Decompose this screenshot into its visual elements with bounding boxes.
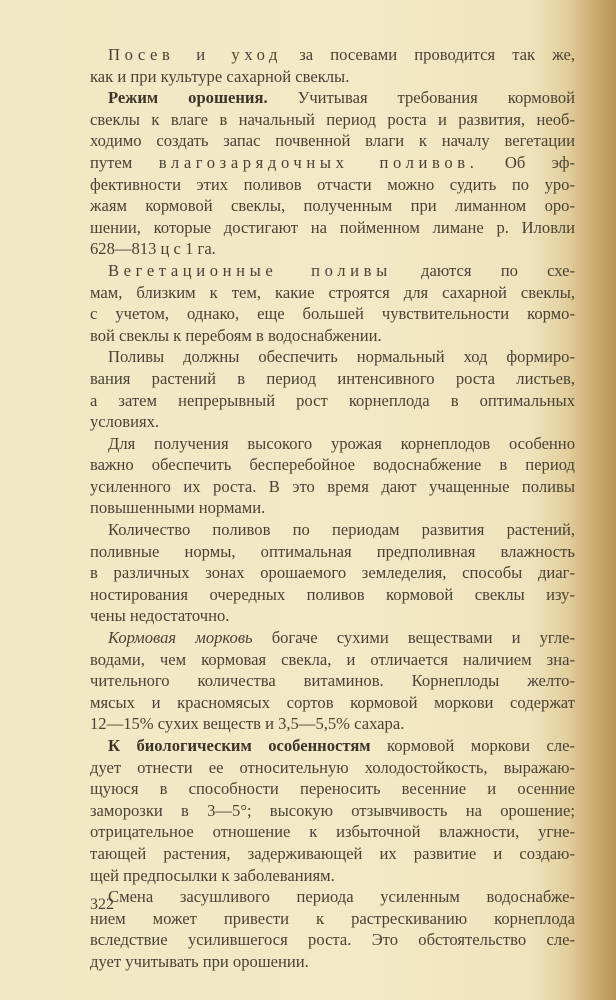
paragraph — [90, 627, 575, 735]
text-run: условиях. — [90, 412, 160, 432]
spaced-run: влагозарядочных поливов. — [158, 152, 479, 172]
text-line — [90, 951, 575, 973]
text-line — [90, 368, 575, 390]
bold-run: Режим орошения. — [108, 88, 268, 108]
italic-run: Кормовая морковь — [108, 628, 253, 648]
text-run: Поливы должны обеспечить нормальный ход формиро- — [108, 347, 575, 367]
text-line — [90, 217, 575, 239]
text-run: ходимо создать запас почвенной влаги к началу вегетации — [90, 131, 575, 151]
text-line — [90, 843, 575, 865]
paragraph — [90, 260, 575, 346]
text-line — [90, 605, 575, 627]
text-run: свеклы к влаге в начальный период роста и развития, необ- — [90, 109, 575, 129]
text-run: мам, близким к тем, какие строятся для сахарной свеклы, — [90, 282, 575, 302]
text-run: Смена засушливого периода усиленным водоснабже- — [108, 887, 575, 907]
text-run: Количество поливов по периодам развития растений, — [108, 520, 575, 540]
text-line — [90, 865, 575, 887]
spaced-run: Вегетационные поливы — [108, 260, 392, 280]
text-line — [90, 109, 575, 131]
text-run: путем — [90, 152, 159, 172]
paragraph — [90, 886, 575, 972]
text-run: как и при культуре сахарной свеклы. — [90, 66, 350, 86]
text-line — [90, 476, 575, 498]
text-line — [90, 519, 575, 541]
text-run: повышенными нормами. — [90, 498, 266, 518]
paragraph — [90, 735, 575, 886]
text-run: даются по схе- — [391, 260, 575, 280]
spaced-run: Посев и уход — [108, 45, 283, 64]
text-line — [90, 130, 575, 152]
text-line — [90, 713, 575, 735]
text-line — [90, 757, 575, 779]
text-line — [90, 929, 575, 951]
text-line — [90, 497, 575, 519]
text-line — [90, 152, 575, 174]
text-line — [90, 238, 575, 260]
text-line — [90, 541, 575, 563]
text-line — [90, 195, 575, 217]
text-run: заморозки в 3—5°; высокую отзывчивость на орошение; — [90, 800, 575, 820]
text-run: вой свеклы к перебоям в водоснабжении. — [90, 325, 382, 345]
text-run: шении, которые достигают на пойменном лимане р. Иловли — [90, 217, 575, 237]
text-run: поливные нормы, оптимальная предполивная влажность — [90, 541, 575, 561]
text-line — [90, 346, 575, 368]
text-run: чены недостаточно. — [90, 606, 230, 626]
text-line — [90, 886, 575, 908]
text-run: богаче сухими веществами и угле- — [252, 628, 575, 648]
text-run: вания растений в период интенсивного роста листьев, — [90, 368, 575, 388]
text-line — [90, 433, 575, 455]
text-run: водами, чем кормовая свекла, и отличается наличием зна- — [90, 649, 575, 669]
text-run: Учитывая требования кормовой — [267, 88, 576, 108]
text-run: мясых и красномясых сортов кормовой моркови содержат — [90, 692, 575, 712]
text-line — [90, 649, 575, 671]
text-run: важно обеспечить бесперебойное водоснабжение в период — [90, 455, 575, 475]
text-line — [90, 325, 575, 347]
text-line — [90, 454, 575, 476]
text-run: тающей растения, задерживающей их развитие и создаю- — [90, 843, 575, 863]
paragraph — [90, 44, 575, 87]
text-line — [90, 390, 575, 412]
text-run: ностирования очередных поливов кормовой свеклы изу- — [90, 584, 575, 604]
text-run: фективности этих поливов отчасти можно судить по уро- — [90, 174, 575, 194]
text-line — [90, 303, 575, 325]
text-line — [90, 692, 575, 714]
text-run: 12—15% сухих веществ и 3,5—5,5% сахара. — [90, 714, 405, 734]
text-line — [90, 908, 575, 930]
text-run: за посевами проводится так же, — [282, 45, 576, 64]
text-line — [90, 627, 575, 649]
text-line — [90, 821, 575, 843]
text-run: дует отнести ее относительную холодостойкость, выражаю- — [90, 757, 575, 777]
text-line — [90, 44, 575, 66]
text-run: щей предпосылки к заболеваниям. — [90, 865, 335, 885]
text-line — [90, 670, 575, 692]
text-run: усиленного их роста. В это время дают учащенные поливы — [90, 476, 575, 496]
text-run: 628—813 ц с 1 га. — [90, 239, 216, 259]
paragraph — [90, 87, 575, 260]
text-line — [90, 260, 575, 282]
page-number: 322 — [90, 896, 114, 913]
text-run: дует учитывать при орошении. — [90, 951, 309, 971]
text-run: жаям кормовой свеклы, полученным при лиманном оро- — [90, 196, 575, 216]
text-line — [90, 66, 575, 88]
text-run: Об эф- — [478, 152, 575, 172]
text-line — [90, 778, 575, 800]
text-run: нием может привести к растрескиванию корнеплода — [90, 908, 575, 928]
text-line — [90, 174, 575, 196]
text-run: кормовой моркови сле- — [370, 736, 575, 755]
text-run: щуюся в способности переносить весенние и осенние — [90, 779, 575, 799]
paragraph — [90, 519, 575, 627]
text-run: в различных зонах орошаемого земледелия, способы диаг- — [90, 563, 575, 583]
text-line — [90, 282, 575, 304]
paragraph — [90, 433, 575, 519]
text-line — [90, 562, 575, 584]
text-line — [90, 411, 575, 433]
text-run: а затем непрерывный рост корнеплода в оптимальных — [90, 390, 575, 410]
text-run: чительного количества витаминов. Корнеплоды желто- — [90, 671, 575, 691]
text-run: отрицательное отношение к избыточной влажности, угне- — [90, 822, 575, 842]
text-line — [90, 735, 575, 757]
bold-run: К биологическим особенностям — [108, 736, 371, 755]
paragraph — [90, 346, 575, 432]
text-line — [90, 800, 575, 822]
book-page-body — [90, 44, 575, 973]
text-line — [90, 584, 575, 606]
text-run: вследствие усилившегося роста. Это обстоятельство сле- — [90, 930, 575, 950]
text-run: Для получения высокого урожая корнеплодов особенно — [108, 433, 575, 453]
text-run: с учетом, однако, еще большей чувствительности кормо- — [90, 304, 575, 324]
text-line — [90, 87, 575, 109]
